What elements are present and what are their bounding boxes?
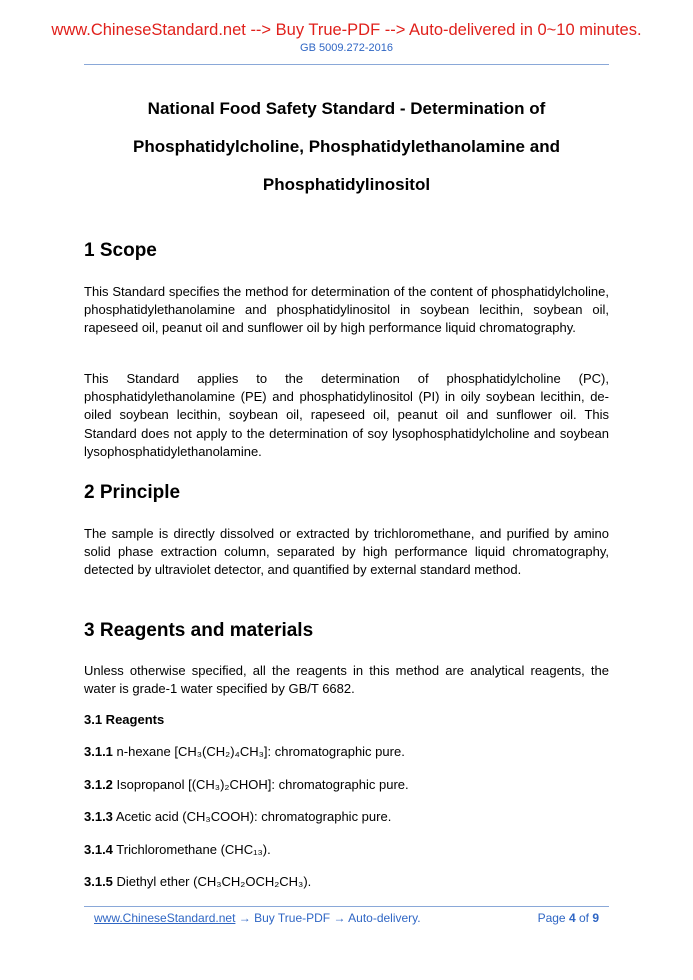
heading-reagents-materials: 3 Reagents and materials [84, 620, 314, 641]
reagent-item-text: Diethyl ether (CH₃CH₂OCH₂CH₃). [112, 874, 312, 889]
footer-links [94, 910, 421, 926]
reagent-item [84, 842, 271, 858]
reagent-item-text: n-hexane [CH₃(CH₂)₄CH₃]: chromatographic pure. [112, 744, 405, 759]
reagent-item-text: Trichloromethane (CHC₁₃). [112, 842, 271, 857]
header-divider [84, 64, 609, 65]
principle-paragraph: The sample is directly dissolved or extracted by trichloromethane, and purified by amino solid phase extraction column, separated by high performance liquid chromatography, detected by ultraviolet detector, and quantified by external standard method. [84, 526, 609, 578]
arrow-right-icon: → [330, 911, 349, 925]
arrow-right-icon: → [235, 911, 255, 925]
heading-scope: 1 Scope [84, 240, 157, 261]
page-footer [94, 910, 599, 926]
subheading-reagents: 3.1 Reagents [84, 712, 165, 727]
page-indicator [538, 910, 599, 926]
reagent-item [84, 874, 311, 890]
document-title [84, 90, 609, 204]
footer-buy-link[interactable]: Buy True-PDF [254, 911, 331, 925]
reagent-item-number: 3.1.3 [84, 809, 113, 824]
page-of: of [575, 911, 593, 925]
title-line-2: Phosphatidylcholine, Phosphatidylethanolamine and [133, 137, 560, 156]
reagents-intro-paragraph: Unless otherwise specified, all the reagents in this method are analytical reagents, the water is grade-1 water specified by GB/T 6682. [84, 663, 609, 697]
reagent-item-text: Isopropanol [(CH₃)₂CHOH]: chromatographic pure. [112, 777, 409, 792]
reagent-item-number: 3.1.1 [84, 744, 113, 759]
reagent-item-number: 3.1.2 [84, 777, 113, 792]
reagent-item [84, 777, 409, 793]
title-line-1: National Food Safety Standard - Determination of [147, 99, 546, 118]
page-current: 4 [568, 911, 576, 925]
heading-principle: 2 Principle [84, 482, 181, 503]
page-total: 9 [592, 911, 599, 925]
promo-banner[interactable]: www.ChineseStandard.net --> Buy True-PDF --> Auto-delivered in 0~10 minutes. [51, 21, 642, 39]
scope-paragraph-2: This Standard applies to the determination of phosphatidylcholine (PC), phosphatidylethanolamine (PE) and phosphatidylinositol (PI) in oily soybean lecithin, de-oiled soybean lecithin, soybean oil, rapeseed oil, peanut oil and sunflower oil. This Standard does not apply to the determination of soy lysophosphatidylcholine and soybean lysophosphatidylethanolamine. [84, 371, 609, 459]
reagent-item [84, 744, 405, 760]
page-label: Page [537, 911, 569, 925]
scope-paragraph-1: This Standard specifies the method for determination of the content of phosphatidylcholine, phosphatidylethanolamine and phosphatidylinositol in soybean lecithin, soybean oil, rapeseed oil, peanut oil and sunflower oil by high performance liquid chromatography. [84, 284, 609, 336]
reagent-item [84, 809, 391, 825]
footer-auto-delivery: Auto-delivery. [348, 911, 421, 925]
footer-divider [84, 906, 609, 907]
reagent-item-number: 3.1.5 [84, 874, 113, 889]
title-line-3: Phosphatidylinositol [262, 175, 431, 194]
reagent-item-number: 3.1.4 [84, 842, 113, 857]
footer-site-link[interactable]: www.ChineseStandard.net [94, 911, 236, 925]
document-number: GB 5009.272-2016 [300, 42, 393, 54]
reagent-item-text: Acetic acid (CH₃COOH): chromatographic pure. [112, 809, 392, 824]
